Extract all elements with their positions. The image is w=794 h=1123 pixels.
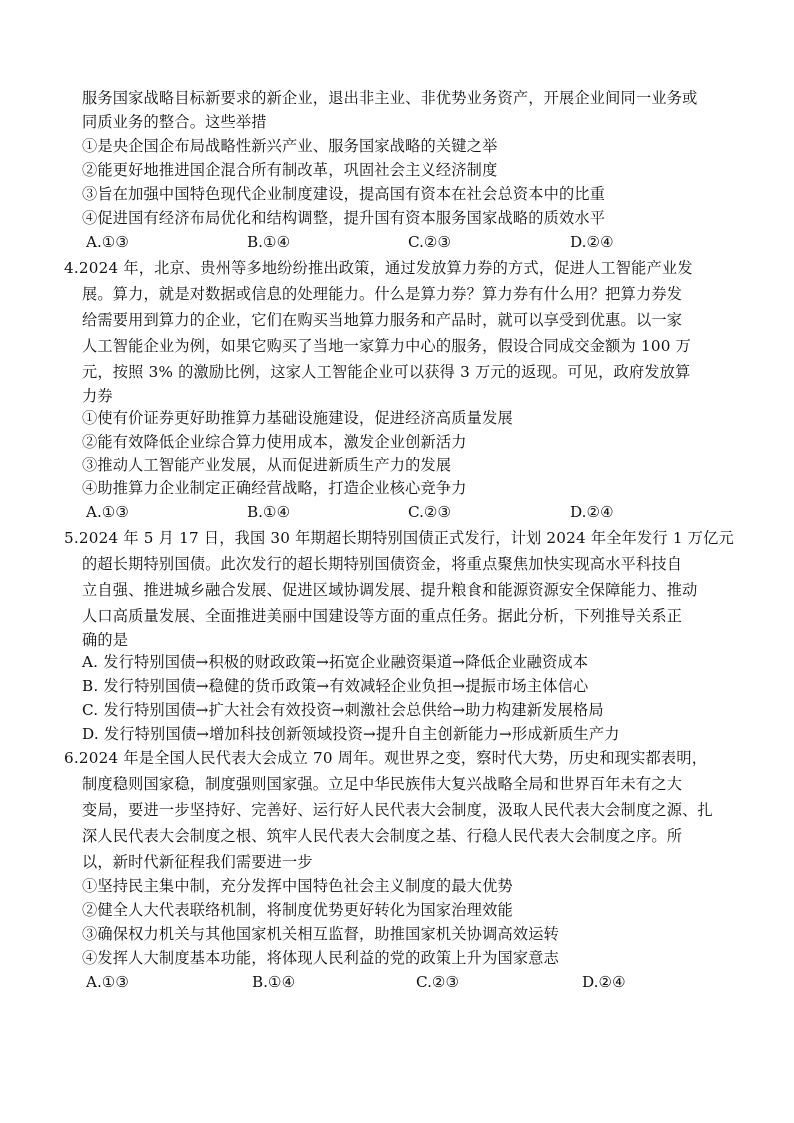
q4-option-a[interactable]: A.①③ bbox=[86, 503, 130, 521]
q6-statement: ①坚持民主集中制，充分发挥中国特色社会主义制度的最大优势 bbox=[82, 877, 513, 895]
q6-stem-line: 变局，要进一步坚持好、完善好、运行好人民代表大会制度，汲取人民代表大会制度之源、扎 bbox=[82, 801, 713, 819]
q6-statement: ③确保权力机关与其他国家机关相互监督，助推国家机关协调高效运转 bbox=[82, 925, 560, 943]
q4-stem-line: 元，按照 3% 的激励比例，这家人工智能企业可以获得 3 万元的返现。可见，政府发放算 bbox=[82, 363, 691, 381]
q5-choice-b[interactable]: B. 发行特别国债→稳健的货币政策→有效减轻企业负担→提振市场主体信心 bbox=[82, 677, 589, 695]
q4-statement: ②能有效降低企业综合算力使用成本，激发企业创新活力 bbox=[82, 433, 467, 451]
q6-option-d[interactable]: D.②④ bbox=[582, 973, 626, 991]
q6-option-a[interactable]: A.①③ bbox=[86, 973, 130, 991]
q3-option-d[interactable]: D.②④ bbox=[570, 233, 614, 251]
q4-stem-line: 展。算力，就是对数据或信息的处理能力。什么是算力券？算力券有什么用？把算力券发 bbox=[82, 285, 683, 303]
q6-stem-line: 6.2024 年是全国人民代表大会成立 70 周年。观世界之变，察时代大势，历史和现实都表明， bbox=[64, 749, 708, 767]
q6-statement: ④发挥人大制度基本功能，将体现人民利益的党的政策上升为国家意志 bbox=[82, 949, 560, 967]
q4-option-d[interactable]: D.②④ bbox=[570, 503, 614, 521]
q5-stem-line: 人口高质量发展、全面推进美丽中国建设等方面的重点任务。据此分析，下列推导关系正 bbox=[82, 607, 683, 625]
q4-statement: ①使有价证券更好助推算力基础设施建设，促进经济高质量发展 bbox=[82, 409, 513, 427]
q5-stem-line: 立自强、推进城乡融合发展、促进区域协调发展、提升粮食和能源资源安全保障能力、推动 bbox=[82, 581, 698, 599]
q6-option-c[interactable]: C.②③ bbox=[416, 973, 460, 991]
q4-stem-line: 给需要用到算力的企业，它们在购买当地算力服务和产品时，就可以享受到优惠。以一家 bbox=[82, 311, 683, 329]
q6-option-b[interactable]: B.①④ bbox=[252, 973, 296, 991]
q3-stem-line: 同质业务的整合。这些举措 bbox=[82, 113, 267, 131]
q3-statement: ④促进国有经济布局优化和结构调整，提升国有资本服务国家战略的质效水平 bbox=[82, 209, 606, 227]
q5-choice-a[interactable]: A. 发行特别国债→积极的财政政策→拓宽企业融资渠道→降低企业融资成本 bbox=[82, 653, 589, 671]
q4-option-c[interactable]: C.②③ bbox=[408, 503, 452, 521]
q5-stem-line: 确的是 bbox=[82, 631, 129, 649]
q4-option-b[interactable]: B.①④ bbox=[247, 503, 291, 521]
q3-options bbox=[86, 232, 726, 252]
q3-statement: ①是央企国企布局战略性新兴产业、服务国家战略的关键之举 bbox=[82, 137, 498, 155]
q6-stem-line: 深人民代表大会制度之根、筑牢人民代表大会制度之基、行稳人民代表大会制度之序。所 bbox=[82, 827, 683, 845]
q4-stem-line: 力券 bbox=[82, 387, 113, 405]
q3-stem-line: 服务国家战略目标新要求的新企业，退出非主业、非优势业务资产，开展企业间同一业务或 bbox=[82, 89, 698, 107]
q4-stem-line: 4.2024 年，北京、贵州等多地纷纷推出政策，通过发放算力券的方式，促进人工智能产业发 bbox=[64, 259, 693, 277]
q5-stem-line: 5.2024 年 5 月 17 日，我国 30 年期超长期特别国债正式发行，计划 2024 年全年发行 1 万亿元 bbox=[64, 529, 734, 547]
q5-stem-line: 的超长期特别国债。此次发行的超长期特别国债资金，将重点聚焦加快实现高水平科技自 bbox=[82, 555, 683, 573]
q5-choice-c[interactable]: C. 发行特别国债→扩大社会有效投资→刺激社会总供给→助力构建新发展格局 bbox=[82, 701, 604, 719]
q3-statement: ③旨在加强中国特色现代企业制度建设，提高国有资本在社会总资本中的比重 bbox=[82, 185, 606, 203]
q3-option-b[interactable]: B.①④ bbox=[247, 233, 291, 251]
q3-option-a[interactable]: A.①③ bbox=[86, 233, 130, 251]
q6-options bbox=[86, 972, 726, 992]
q3-option-c[interactable]: C.②③ bbox=[408, 233, 452, 251]
q6-stem-line: 以，新时代新征程我们需要进一步 bbox=[82, 853, 313, 871]
q4-options bbox=[86, 502, 726, 522]
q3-statement: ②能更好地推进国企混合所有制改革，巩固社会主义经济制度 bbox=[82, 161, 498, 179]
q5-choice-d[interactable]: D. 发行特别国债→增加科技创新领域投资→提升自主创新能力→形成新质生产力 bbox=[82, 725, 620, 743]
q4-stem-line: 人工智能企业为例，如果它购买了当地一家算力中心的服务，假设合同成交金额为 100 万 bbox=[82, 337, 691, 355]
q4-statement: ③推动人工智能产业发展，从而促进新质生产力的发展 bbox=[82, 456, 452, 474]
q4-statement: ④助推算力企业制定正确经营战略，打造企业核心竞争力 bbox=[82, 479, 467, 497]
q6-stem-line: 制度稳则国家稳，制度强则国家强。立足中华民族伟大复兴战略全局和世界百年未有之大 bbox=[82, 775, 683, 793]
q6-statement: ②健全人大代表联络机制，将制度优势更好转化为国家治理效能 bbox=[82, 901, 513, 919]
